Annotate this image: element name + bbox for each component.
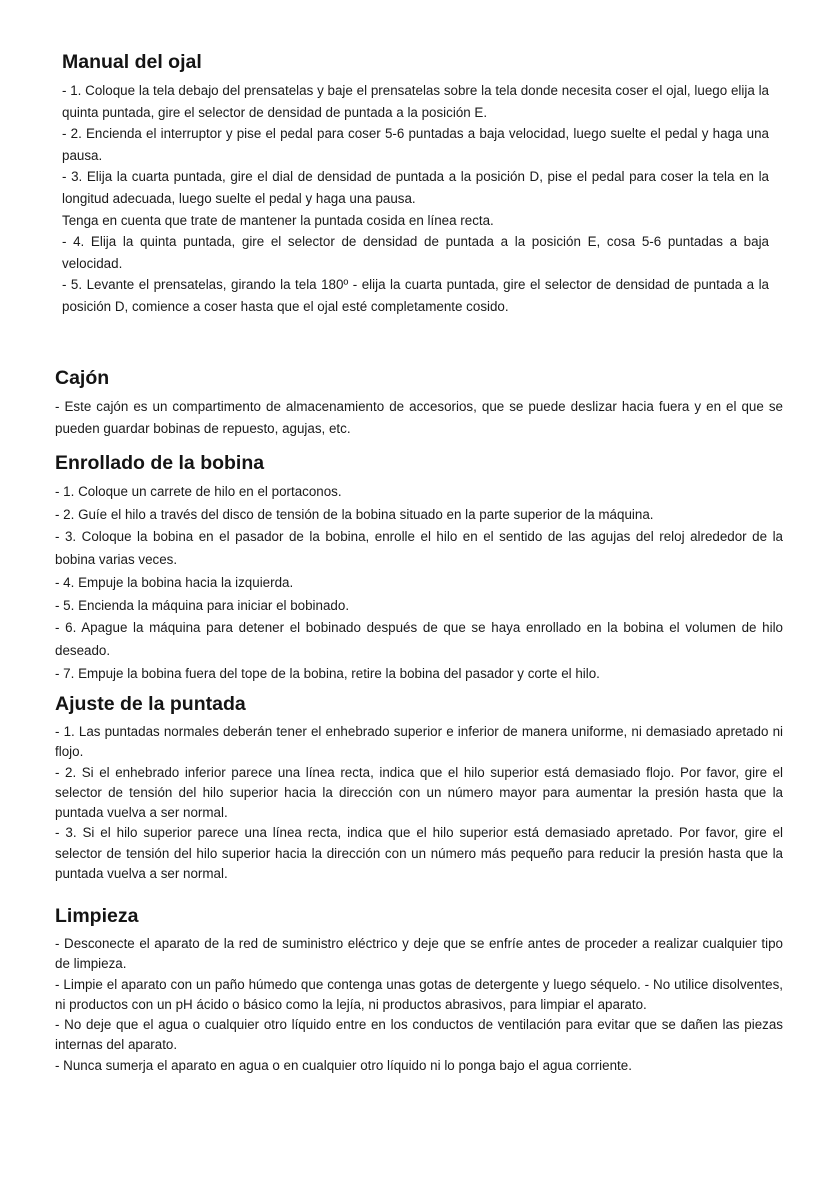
step-2-paragraph: - 2. Si el enhebrado inferior parece una línea recta, indica que el hilo superior está demasiado flojo. Por favor, gire el selector de tensión del hilo superior hacia la dirección con un número mayor para aumentar la presión hasta que la puntada vuelva a ser normal. bbox=[55, 764, 783, 821]
step-1-paragraph: - 1. Coloque un carrete de hilo en el portaconos. bbox=[55, 484, 342, 499]
step-4-paragraph: - 4. Elija la quinta puntada, gire el selector de densidad de puntada a la posición E, cosa 5-6 puntadas a baja velocidad. bbox=[62, 234, 769, 271]
step-4-paragraph: - 4. Empuje la bobina hacia la izquierda. bbox=[55, 574, 294, 590]
cleaning-paragraph-1: - Desconecte el aparato de la red de suministro eléctrico y deje que se enfríe antes de proceder a realizar cualquier tipo de limpieza. bbox=[55, 936, 783, 972]
section-title: Manual del ojal bbox=[62, 51, 202, 73]
section-cajon bbox=[55, 366, 783, 439]
section-manual-del-ojal bbox=[55, 50, 783, 318]
section-title: Ajuste de la puntada bbox=[55, 693, 246, 715]
note-paragraph: Tenga en cuenta que trate de mantener la puntada cosida en línea recta. bbox=[62, 212, 494, 228]
step-3-paragraph: - 3. Elija la cuarta puntada, gire el dial de densidad de puntada a la posición D, pise el pedal para coser la tela en la longitud adecuada, luego suelte el pedal y haga una pausa. bbox=[62, 169, 769, 206]
cleaning-paragraph-2: - Limpie el aparato con un paño húmedo que contenga unas gotas de detergente y luego séquelo. - No utilice disolventes, ni productos con un pH ácido o básico como la lejía, ni productos abrasivos, para limpiar el aparato. bbox=[55, 976, 783, 1012]
step-3-paragraph: - 3. Coloque la bobina en el pasador de la bobina, enrolle el hilo en el sentido de las agujas del reloj alrededor de la bobina varias veces. bbox=[55, 529, 783, 568]
step-5-paragraph: - 5. Encienda la máquina para iniciar el bobinado. bbox=[55, 597, 350, 613]
step-6-paragraph: - 6. Apague la máquina para detener el bobinado después de que se haya enrollado en la bobina el volumen de hilo deseado. bbox=[55, 620, 783, 658]
step-2-paragraph: - 2. Encienda el interruptor y pise el pedal para coser 5-6 puntadas a baja velocidad, luego suelte el pedal y haga una pausa. bbox=[62, 126, 769, 163]
section-title: Cajón bbox=[55, 367, 110, 389]
cleaning-paragraph-3: - No deje que el agua o cualquier otro líquido entre en los conductos de ventilación para evitar que se dañen las piezas internas del aparato. bbox=[55, 1017, 783, 1053]
section-title: Limpieza bbox=[55, 905, 139, 927]
step-5-paragraph: - 5. Levante el prensatelas, girando la tela 180º - elija la cuarta puntada, gire el selector de densidad de puntada a la posición D, comience a coser hasta que el ojal esté completamente cosido. bbox=[62, 277, 769, 314]
step-1-paragraph: - 1. Las puntadas normales deberán tener el enhebrado superior e inferior de manera uniforme, ni demasiado apretado ni flojo. bbox=[55, 724, 783, 760]
step-2-paragraph: - 2. Guíe el hilo a través del disco de tensión de la bobina situado en la parte superior de la máquina. bbox=[55, 506, 654, 522]
section-ajuste-de-la-puntada bbox=[55, 692, 783, 884]
step-1-paragraph: - 1. Coloque la tela debajo del prensatelas y baje el prensatelas sobre la tela donde necesita coser el ojal, luego elija la quinta puntada, gire el selector de densidad de puntada a la posición E. bbox=[62, 83, 769, 120]
section-limpieza bbox=[55, 904, 783, 1076]
step-3-paragraph: - 3. Si el hilo superior parece una línea recta, indica que el hilo superior está demasiado apretado. Por favor, gire el selector de tensión del hilo superior hacia la dirección con un número más pequeño para reducir la presión hasta que la puntada vuelva a ser normal. bbox=[55, 825, 783, 882]
cleaning-paragraph-4: - Nunca sumerja el aparato en agua o en cualquier otro líquido ni lo ponga bajo el agua corriente. bbox=[55, 1057, 632, 1073]
drawer-paragraph: - Este cajón es un compartimento de almacenamiento de accesorios, que se puede deslizar hacia fuera y en el que se pueden guardar bobinas de repuesto, agujas, etc. bbox=[55, 399, 783, 436]
step-7-paragraph: - 7. Empuje la bobina fuera del tope de la bobina, retire la bobina del pasador y corte el hilo. bbox=[55, 665, 600, 681]
section-enrollado-de-la-bobina bbox=[55, 451, 783, 685]
section-title: Enrollado de la bobina bbox=[55, 452, 265, 474]
